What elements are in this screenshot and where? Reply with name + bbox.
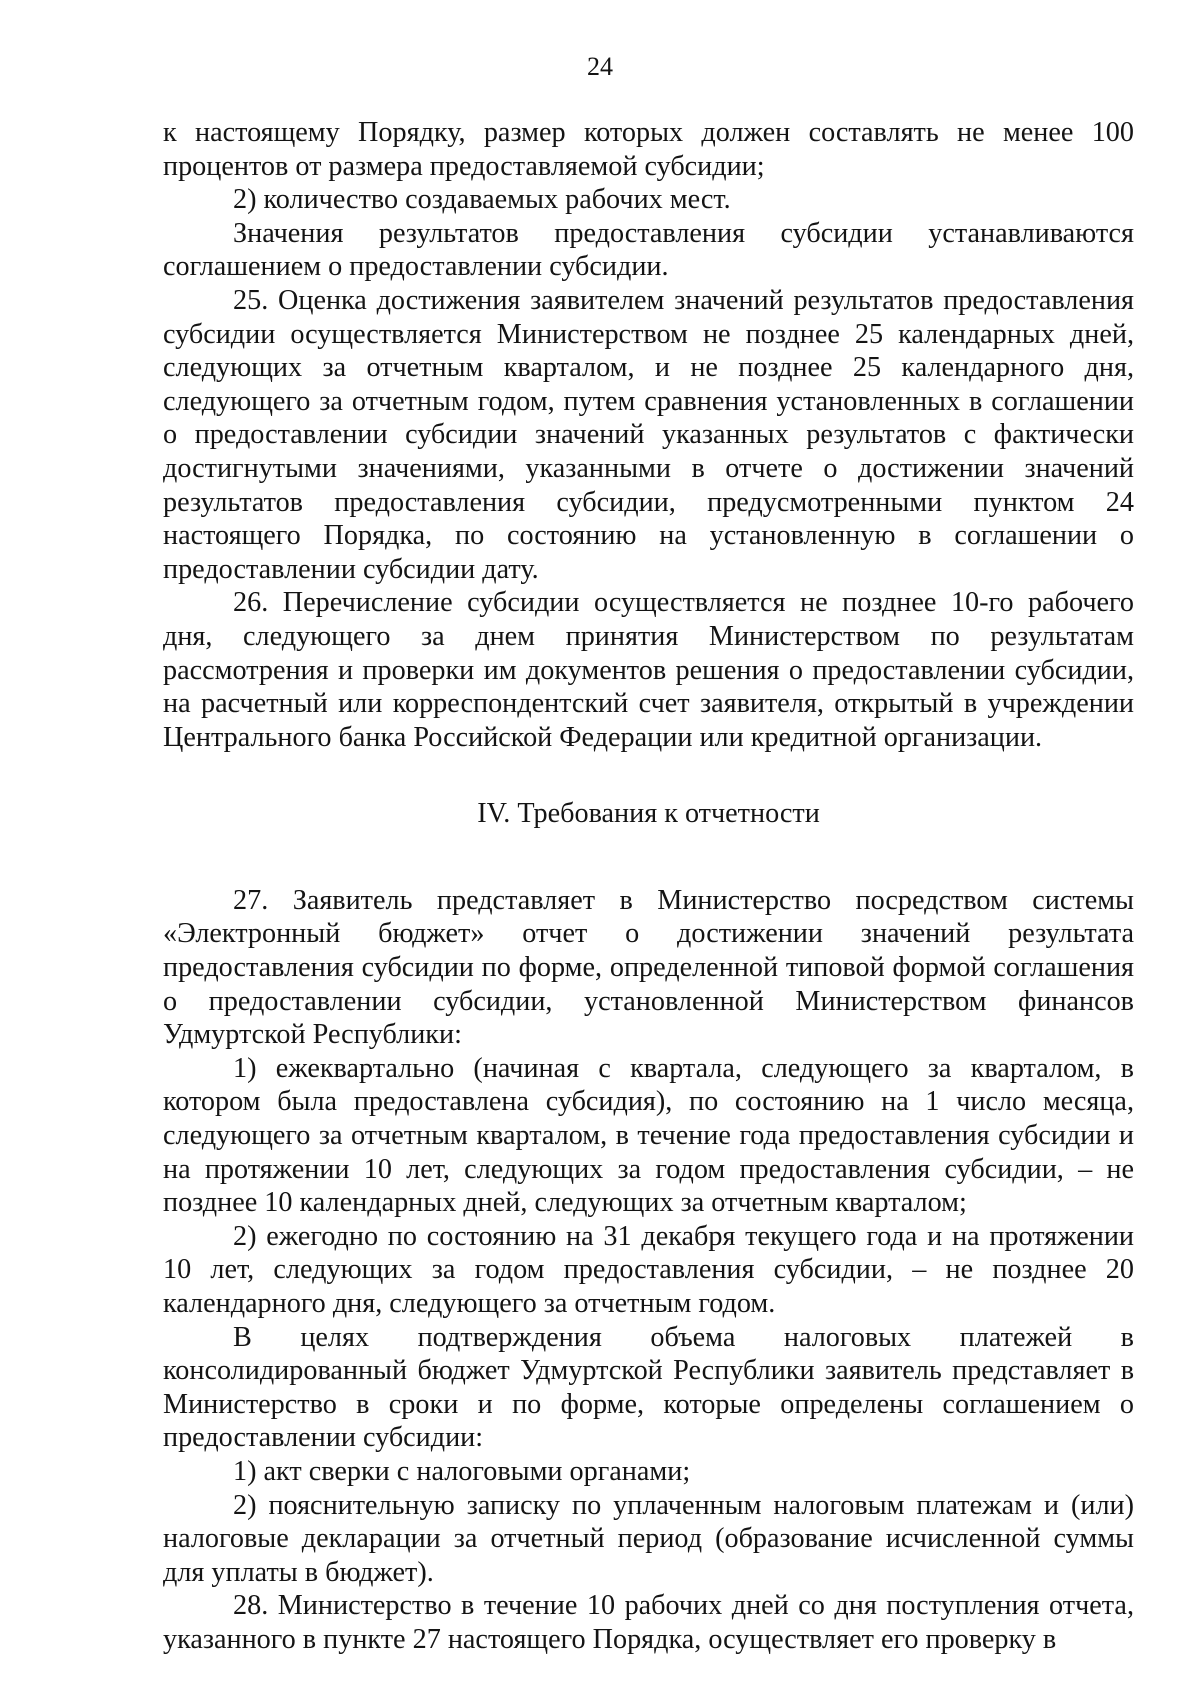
paragraph-clause-26: 26. Перечисление субсидии осуществляется не позднее 10-го рабочего дня, следующего за днем принятия Министерством по результатам рассмотрения и проверки им документов решения о предоставлении субсидии, на расчетный или корреспондентский счет заявителя, открытый в учреждении Центрального банка Российской Федерации или кредитной организации. xyxy=(163,587,1134,753)
paragraph-tax-confirmation: В целях подтверждения объема налоговых платежей в консолидированный бюджет Удмуртской Республики заявитель представляет в Министерство в сроки и по форме, которые определены соглашением о предоставлении субсидии: xyxy=(163,1321,1134,1454)
section-heading: IV. Требования к отчетности xyxy=(477,798,820,830)
paragraph-result-values: Значения результатов предоставления субсидии устанавливаются соглашением о предоставлении субсидии. xyxy=(163,217,1134,283)
paragraph-clause-28: 28. Министерство в течение 10 рабочих дней со дня поступления отчета, указанного в пункте 27 настоящего Порядка, осуществляет его проверку в xyxy=(163,1590,1134,1655)
paragraph-explanatory-note: 2) пояснительную записку по уплаченным налоговым платежам и (или) налоговые декларации за отчетный период (образование исчисленной суммы для уплаты в бюджет). xyxy=(163,1489,1134,1588)
paragraph-annual-report: 2) ежегодно по состоянию на 31 декабря текущего года и на протяжении 10 лет, следующих за годом предоставления субсидии, – не позднее 20 календарного дня, следующего за отчетным годом. xyxy=(163,1220,1134,1319)
paragraph-continuation: к настоящему Порядку, размер которых должен составлять не менее 100 процентов от размера предоставляемой субсидии; xyxy=(163,117,1134,182)
paragraph-item-2-jobs: 2) количество создаваемых рабочих мест. xyxy=(233,184,731,216)
paragraph-quarterly-report: 1) ежеквартально (начиная с квартала, следующего за кварталом, в котором была предоставлена субсидия), по состоянию на 1 число месяца, следующего за отчетным кварталом, в течение года предоставления субсидии и на протяжении 10 лет, следующих за годом предоставления субсидии, – не позднее 10 календарных дней, следующих за отчетным кварталом; xyxy=(163,1052,1134,1219)
paragraph-clause-25: 25. Оценка достижения заявителем значений результатов предоставления субсидии осуществляется Министерством не позднее 25 календарных дней, следующих за отчетным кварталом, и не позднее 25 календарного дня, следующего за отчетным годом, путем сравнения установленных в соглашении о предоставлении субсидии значений указанных результатов с фактически достигнутыми значениями, указанными в отчете о достижении значений результатов предоставления субсидии, предусмотренными пунктом 24 настоящего Порядка, по состоянию на установленную в соглашении о предоставлении субсидии дату. xyxy=(163,284,1134,585)
document-body xyxy=(163,116,1134,1657)
paragraph-clause-27: 27. Заявитель представляет в Министерство посредством системы «Электронный бюджет» отчет о достижении значений результата предоставления субсидии по форме, определенной типовой формой соглашения о предоставлении субсидии, установленной Министерством финансов Удмуртской Республики: xyxy=(163,884,1134,1051)
page-number: 24 xyxy=(587,52,613,81)
paragraph-reconciliation-act: 1) акт сверки с налоговыми органами; xyxy=(233,1455,691,1487)
